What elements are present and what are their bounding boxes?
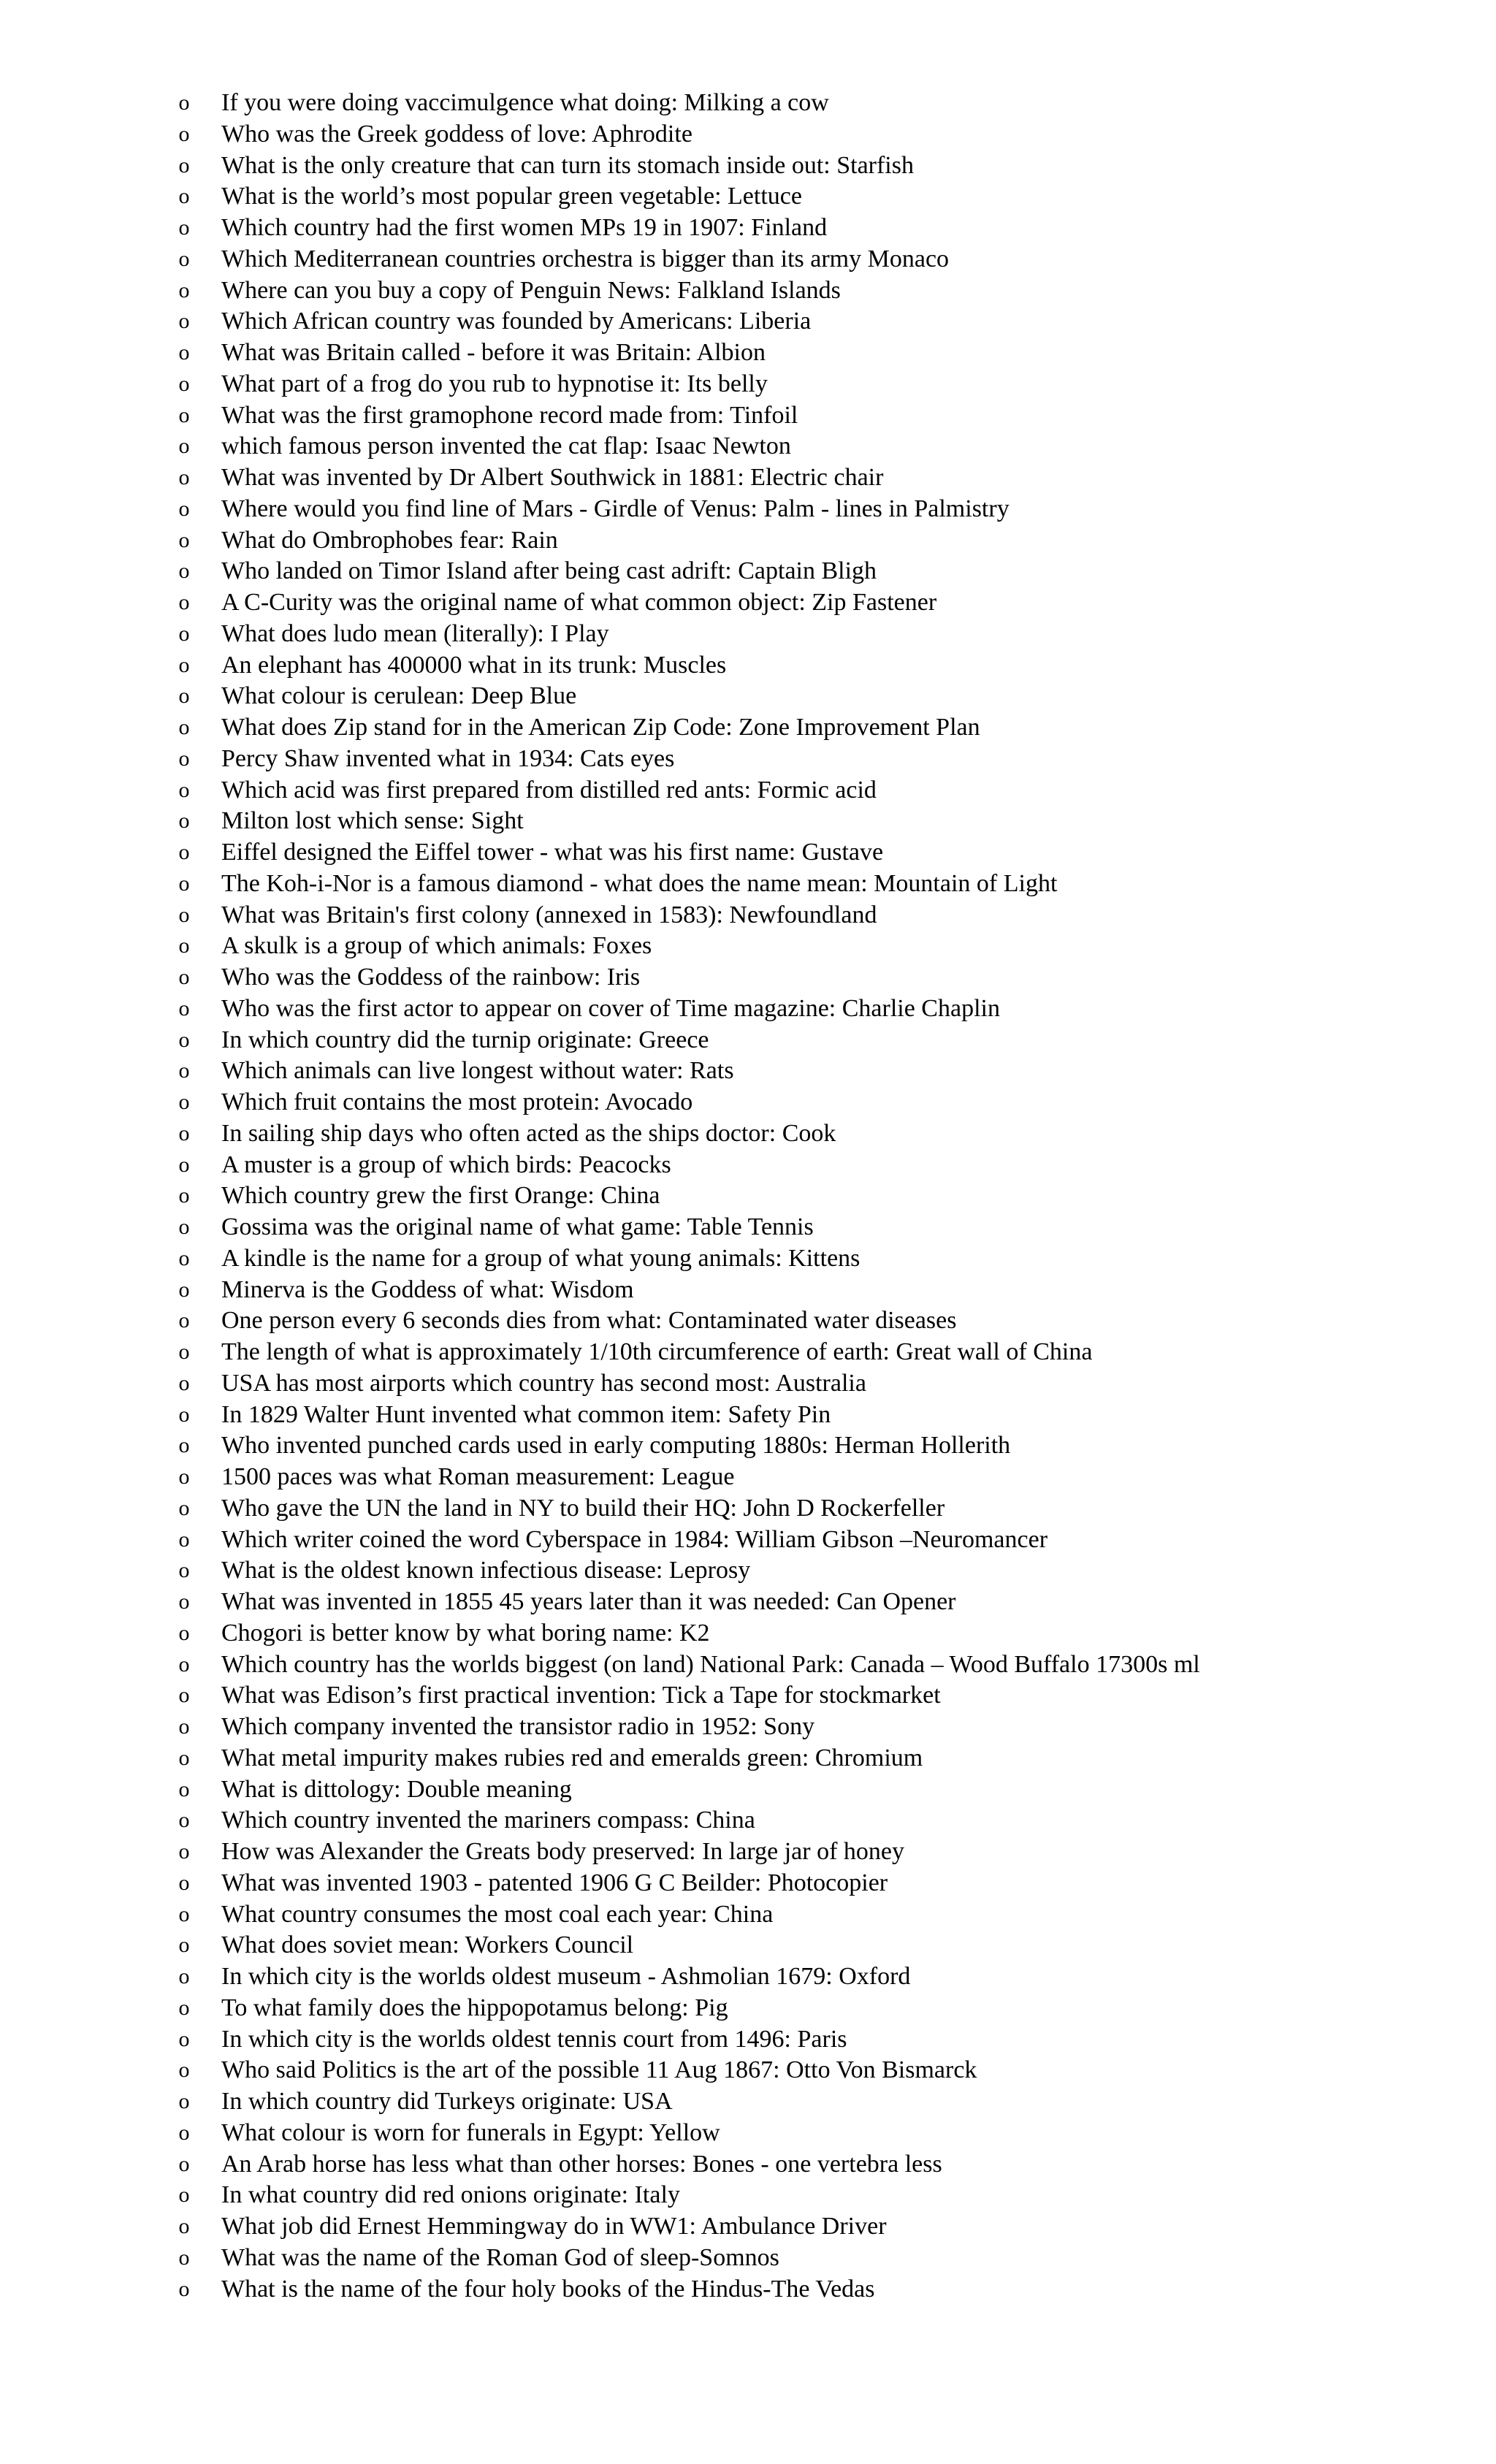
question-answer-text: Eiffel designed the Eiffel tower - what was his first name: Gustave [221, 839, 884, 866]
list-item [175, 494, 1483, 525]
list-item [175, 962, 1483, 993]
list-item [175, 744, 1483, 775]
question-answer-text: The length of what is approximately 1/10th circumference of earth: Great wall of China [221, 1338, 1093, 1365]
hollow-bullet-icon: o [178, 527, 190, 552]
list-item [175, 2055, 1483, 2086]
question-answer-text: A C-Curity was the original name of what common object: Zip Fastener [221, 589, 937, 616]
list-item [175, 1587, 1483, 1618]
hollow-bullet-icon: o [178, 309, 190, 334]
question-answer-text: Who was the Greek goddess of love: Aphrodite [221, 120, 692, 148]
list-item [175, 1368, 1483, 1400]
hollow-bullet-icon: o [178, 2089, 190, 2113]
hollow-bullet-icon: o [178, 1839, 190, 1864]
hollow-bullet-icon: o [178, 1620, 190, 1645]
hollow-bullet-icon: o [178, 1215, 190, 1239]
hollow-bullet-icon: o [178, 1059, 190, 1083]
hollow-bullet-icon: o [178, 871, 190, 896]
question-answer-text: Percy Shaw invented what in 1934: Cats eyes [221, 744, 675, 772]
hollow-bullet-icon: o [178, 1683, 190, 1708]
list-item [175, 900, 1483, 931]
list-item [175, 2024, 1483, 2056]
list-item [175, 1493, 1483, 1525]
hollow-bullet-icon: o [178, 91, 190, 115]
hollow-bullet-icon: o [178, 1652, 190, 1677]
question-answer-text: A kindle is the name for a group of what young animals: Kittens [221, 1244, 860, 1272]
list-item [175, 1430, 1483, 1462]
question-answer-text: Chogori is better know by what boring name: K2 [221, 1619, 710, 1647]
hollow-bullet-icon: o [178, 652, 190, 677]
hollow-bullet-icon: o [178, 715, 190, 739]
question-answer-text: An elephant has 400000 what in its trunk: Muscles [221, 651, 727, 679]
list-item [175, 1649, 1483, 1681]
hollow-bullet-icon: o [178, 559, 190, 584]
hollow-bullet-icon: o [178, 1246, 190, 1270]
question-answer-text: Who said Politics is the art of the possible 11 Aug 1867: Otto Von Bismarck [221, 2056, 977, 2084]
hollow-bullet-icon: o [178, 496, 190, 521]
hollow-bullet-icon: o [178, 996, 190, 1021]
hollow-bullet-icon: o [178, 590, 190, 614]
list-item [175, 88, 1483, 119]
list-item [175, 1275, 1483, 1306]
question-answer-text: What does soviet mean: Workers Council [221, 1931, 634, 1959]
list-item [175, 712, 1483, 744]
list-item [175, 1118, 1483, 1150]
hollow-bullet-icon: o [178, 746, 190, 771]
question-answer-text: To what family does the hippopotamus belong: Pig [221, 1994, 728, 2021]
question-answer-text: Who was the Goddess of the rainbow: Iris [221, 964, 641, 991]
hollow-bullet-icon: o [178, 1964, 190, 1988]
hollow-bullet-icon: o [178, 1090, 190, 1114]
question-answer-text: What was the name of the Roman God of sleep-Somnos [221, 2243, 779, 2271]
list-item [175, 619, 1483, 650]
question-answer-text: What part of a frog do you rub to hypnotise it: Its belly [221, 370, 768, 397]
hollow-bullet-icon: o [178, 246, 190, 271]
question-answer-text: Where would you find line of Mars - Girdle of Venus: Palm - lines in Palmistry [221, 495, 1010, 522]
list-item [175, 1400, 1483, 1431]
hollow-bullet-icon: o [178, 1183, 190, 1208]
list-item [175, 587, 1483, 619]
list-item [175, 244, 1483, 275]
hollow-bullet-icon: o [178, 1590, 190, 1614]
list-item [175, 931, 1483, 962]
list-item [175, 2180, 1483, 2211]
list-item [175, 1056, 1483, 1087]
list-item [175, 400, 1483, 432]
question-answer-text: In which country did the turnip originate: Greece [221, 1026, 709, 1053]
question-answer-text: Who landed on Timor Island after being cast adrift: Captain Bligh [221, 557, 877, 585]
question-answer-text: What metal impurity makes rubies red and emeralds green: Chromium [221, 1744, 923, 1771]
hollow-bullet-icon: o [178, 1995, 190, 2020]
hollow-bullet-icon: o [178, 2183, 190, 2208]
list-item [175, 1243, 1483, 1275]
list-item [175, 431, 1483, 462]
question-answer-text: Gossima was the original name of what game: Table Tennis [221, 1213, 814, 1240]
question-answer-text: Where can you buy a copy of Penguin News: Falkland Islands [221, 276, 841, 304]
hollow-bullet-icon: o [178, 1495, 190, 1520]
question-answer-text: A skulk is a group of which animals: Foxes [221, 932, 652, 960]
question-answer-text: Which fruit contains the most protein: Avocado [221, 1088, 693, 1115]
list-item [175, 369, 1483, 400]
list-item [175, 1836, 1483, 1868]
question-answer-text: Milton lost which sense: Sight [221, 807, 524, 835]
list-item [175, 1680, 1483, 1712]
list-item [175, 213, 1483, 244]
question-answer-text: What does ludo mean (literally): I Play [221, 619, 609, 647]
hollow-bullet-icon: o [178, 2058, 190, 2083]
hollow-bullet-icon: o [178, 340, 190, 365]
question-answer-text: What is dittology: Double meaning [221, 1775, 572, 1803]
list-item [175, 837, 1483, 869]
hollow-bullet-icon: o [178, 1808, 190, 1833]
hollow-bullet-icon: o [178, 1933, 190, 1958]
question-answer-text: In sailing ship days who often acted as the ships doctor: Cook [221, 1119, 836, 1147]
question-answer-text: What is the world’s most popular green vegetable: Lettuce [221, 183, 802, 210]
question-answer-text: What colour is cerulean: Deep Blue [221, 682, 577, 710]
list-item [175, 1961, 1483, 1993]
list-item [175, 1025, 1483, 1056]
list-item [175, 869, 1483, 900]
question-answer-text: In which city is the worlds oldest tennis court from 1496: Paris [221, 2025, 847, 2053]
question-answer-text: How was Alexander the Greats body preserved: In large jar of honey [221, 1838, 904, 1865]
list-item [175, 119, 1483, 150]
hollow-bullet-icon: o [178, 965, 190, 989]
list-item [175, 993, 1483, 1025]
list-item [175, 337, 1483, 369]
hollow-bullet-icon: o [178, 1121, 190, 1145]
hollow-bullet-icon: o [178, 2276, 190, 2301]
question-answer-text: In which country did Turkeys originate: USA [221, 2088, 673, 2115]
hollow-bullet-icon: o [178, 2214, 190, 2238]
question-answer-text: Which African country was founded by Americans: Liberia [221, 308, 812, 335]
question-answer-text: USA has most airports which country has second most: Australia [221, 1369, 866, 1397]
hollow-bullet-icon: o [178, 2026, 190, 2051]
question-answer-text: What is the only creature that can turn its stomach inside out: Starfish [221, 151, 914, 179]
question-answer-text: What was Britain's first colony (annexed in 1583): Newfoundland [221, 901, 877, 928]
list-item [175, 556, 1483, 587]
question-answer-text: Which country invented the mariners compass: China [221, 1807, 755, 1834]
hollow-bullet-icon: o [178, 809, 190, 834]
question-answer-text: In which city is the worlds oldest museum - Ashmolian 1679: Oxford [221, 1963, 911, 1990]
hollow-bullet-icon: o [178, 1370, 190, 1395]
hollow-bullet-icon: o [178, 1465, 190, 1489]
question-answer-text: Which country has the worlds biggest (on land) National Park: Canada – Wood Buffalo 17300s ml [221, 1650, 1200, 1678]
question-answer-text: An Arab horse has less what than other horses: Bones - one vertebra less [221, 2150, 942, 2178]
hollow-bullet-icon: o [178, 1745, 190, 1770]
question-answer-text: In 1829 Walter Hunt invented what common item: Safety Pin [221, 1400, 831, 1428]
question-answer-text: which famous person invented the cat flap: Isaac Newton [221, 432, 791, 460]
question-answer-text: What was invented by Dr Albert Southwick in 1881: Electric chair [221, 464, 884, 491]
list-item [175, 1150, 1483, 1181]
list-item [175, 1525, 1483, 1556]
list-item [175, 1305, 1483, 1337]
question-answer-text: Which company invented the transistor radio in 1952: Sony [221, 1713, 815, 1740]
hollow-bullet-icon: o [178, 1277, 190, 1302]
list-item [175, 306, 1483, 337]
question-answer-text: Which writer coined the word Cyberspace in 1984: William Gibson –Neuromancer [221, 1525, 1048, 1553]
hollow-bullet-icon: o [178, 465, 190, 489]
list-item [175, 1212, 1483, 1243]
hollow-bullet-icon: o [178, 1340, 190, 1364]
list-item [175, 1993, 1483, 2024]
hollow-bullet-icon: o [178, 184, 190, 209]
question-answer-text: What colour is worn for funerals in Egypt: Yellow [221, 2118, 720, 2146]
list-item [175, 1868, 1483, 1899]
list-item [175, 181, 1483, 213]
question-answer-text: Which Mediterranean countries orchestra is bigger than its army Monaco [221, 245, 950, 272]
list-item [175, 1462, 1483, 1493]
list-item [175, 1555, 1483, 1587]
list-item [175, 806, 1483, 837]
hollow-bullet-icon: o [178, 1402, 190, 1427]
list-item [175, 1774, 1483, 1806]
hollow-bullet-icon: o [178, 1527, 190, 1552]
list-item [175, 2086, 1483, 2118]
question-answer-text: Which country grew the first Orange: China [221, 1182, 660, 1210]
question-answer-text: Minerva is the Goddess of what: Wisdom [221, 1275, 634, 1303]
list-item [175, 1180, 1483, 1212]
hollow-bullet-icon: o [178, 840, 190, 864]
question-answer-text: What was invented in 1855 45 years later than it was needed: Can Opener [221, 1588, 956, 1615]
list-item [175, 150, 1483, 182]
question-answer-text: What job did Ernest Hemmingway do in WW1: Ambulance Driver [221, 2213, 887, 2240]
hollow-bullet-icon: o [178, 278, 190, 302]
question-answer-text: Which acid was first prepared from distilled red ants: Formic acid [221, 776, 877, 804]
trivia-list [175, 88, 1483, 2305]
question-answer-text: What is the oldest known infectious disease: Leprosy [221, 1557, 751, 1584]
hollow-bullet-icon: o [178, 2151, 190, 2176]
question-answer-text: Which animals can live longest without water: Rats [221, 1057, 734, 1085]
question-answer-text: In what country did red onions originate: Italy [221, 2181, 680, 2209]
question-answer-text: The Koh-i-Nor is a famous diamond - what does the name mean: Mountain of Light [221, 869, 1058, 897]
question-answer-text: One person every 6 seconds dies from what: Contaminated water diseases [221, 1307, 957, 1335]
list-item [175, 2118, 1483, 2149]
hollow-bullet-icon: o [178, 1714, 190, 1739]
hollow-bullet-icon: o [178, 1902, 190, 1926]
hollow-bullet-icon: o [178, 371, 190, 396]
hollow-bullet-icon: o [178, 1308, 190, 1333]
hollow-bullet-icon: o [178, 1558, 190, 1583]
question-answer-text: What do Ombrophobes fear: Rain [221, 526, 558, 554]
hollow-bullet-icon: o [178, 1433, 190, 1458]
hollow-bullet-icon: o [178, 1777, 190, 1801]
question-answer-text: Which country had the first women MPs 19 in 1907: Finland [221, 214, 828, 241]
list-item [175, 1743, 1483, 1774]
hollow-bullet-icon: o [178, 153, 190, 178]
question-answer-text: What was Britain called - before it was Britain: Albion [221, 339, 766, 366]
list-item [175, 775, 1483, 806]
question-answer-text: If you were doing vaccimulgence what doing: Milking a cow [221, 89, 829, 116]
list-item [175, 1805, 1483, 1836]
list-item [175, 462, 1483, 494]
hollow-bullet-icon: o [178, 684, 190, 709]
question-answer-text: What was Edison’s first practical invention: Tick a Tape for stockmarket [221, 1682, 941, 1709]
question-answer-text: What is the name of the four holy books of the Hindus-The Vedas [221, 2275, 875, 2303]
hollow-bullet-icon: o [178, 434, 190, 459]
list-item [175, 275, 1483, 307]
question-answer-text: 1500 paces was what Roman measurement: League [221, 1463, 735, 1490]
question-answer-text: Who gave the UN the land in NY to build their HQ: John D Rockerfeller [221, 1494, 945, 1522]
hollow-bullet-icon: o [178, 934, 190, 958]
question-answer-text: A muster is a group of which birds: Peacocks [221, 1151, 671, 1178]
list-item [175, 681, 1483, 712]
hollow-bullet-icon: o [178, 1027, 190, 1052]
hollow-bullet-icon: o [178, 1152, 190, 1177]
hollow-bullet-icon: o [178, 1870, 190, 1895]
list-item [175, 1899, 1483, 1931]
hollow-bullet-icon: o [178, 621, 190, 646]
hollow-bullet-icon: o [178, 121, 190, 146]
list-item [175, 1930, 1483, 1961]
question-answer-text: What was the first gramophone record made from: Tinfoil [221, 401, 798, 429]
question-answer-text: What country consumes the most coal each year: China [221, 1900, 774, 1928]
list-item [175, 1712, 1483, 1743]
hollow-bullet-icon: o [178, 2245, 190, 2270]
list-item [175, 1337, 1483, 1368]
list-item [175, 2149, 1483, 2181]
list-item [175, 2211, 1483, 2243]
list-item [175, 650, 1483, 682]
question-answer-text: Who was the first actor to appear on cover of Time magazine: Charlie Chaplin [221, 994, 1000, 1022]
list-item [175, 1087, 1483, 1118]
list-item [175, 2274, 1483, 2305]
question-answer-text: Who invented punched cards used in early computing 1880s: Herman Hollerith [221, 1432, 1011, 1460]
hollow-bullet-icon: o [178, 777, 190, 802]
question-answer-text: What was invented 1903 - patented 1906 G C Beilder: Photocopier [221, 1869, 888, 1896]
list-item [175, 2243, 1483, 2274]
hollow-bullet-icon: o [178, 403, 190, 427]
hollow-bullet-icon: o [178, 902, 190, 927]
hollow-bullet-icon: o [178, 215, 190, 240]
hollow-bullet-icon: o [178, 2120, 190, 2145]
list-item [175, 1618, 1483, 1649]
list-item [175, 525, 1483, 557]
question-answer-text: What does Zip stand for in the American Zip Code: Zone Improvement Plan [221, 714, 980, 741]
